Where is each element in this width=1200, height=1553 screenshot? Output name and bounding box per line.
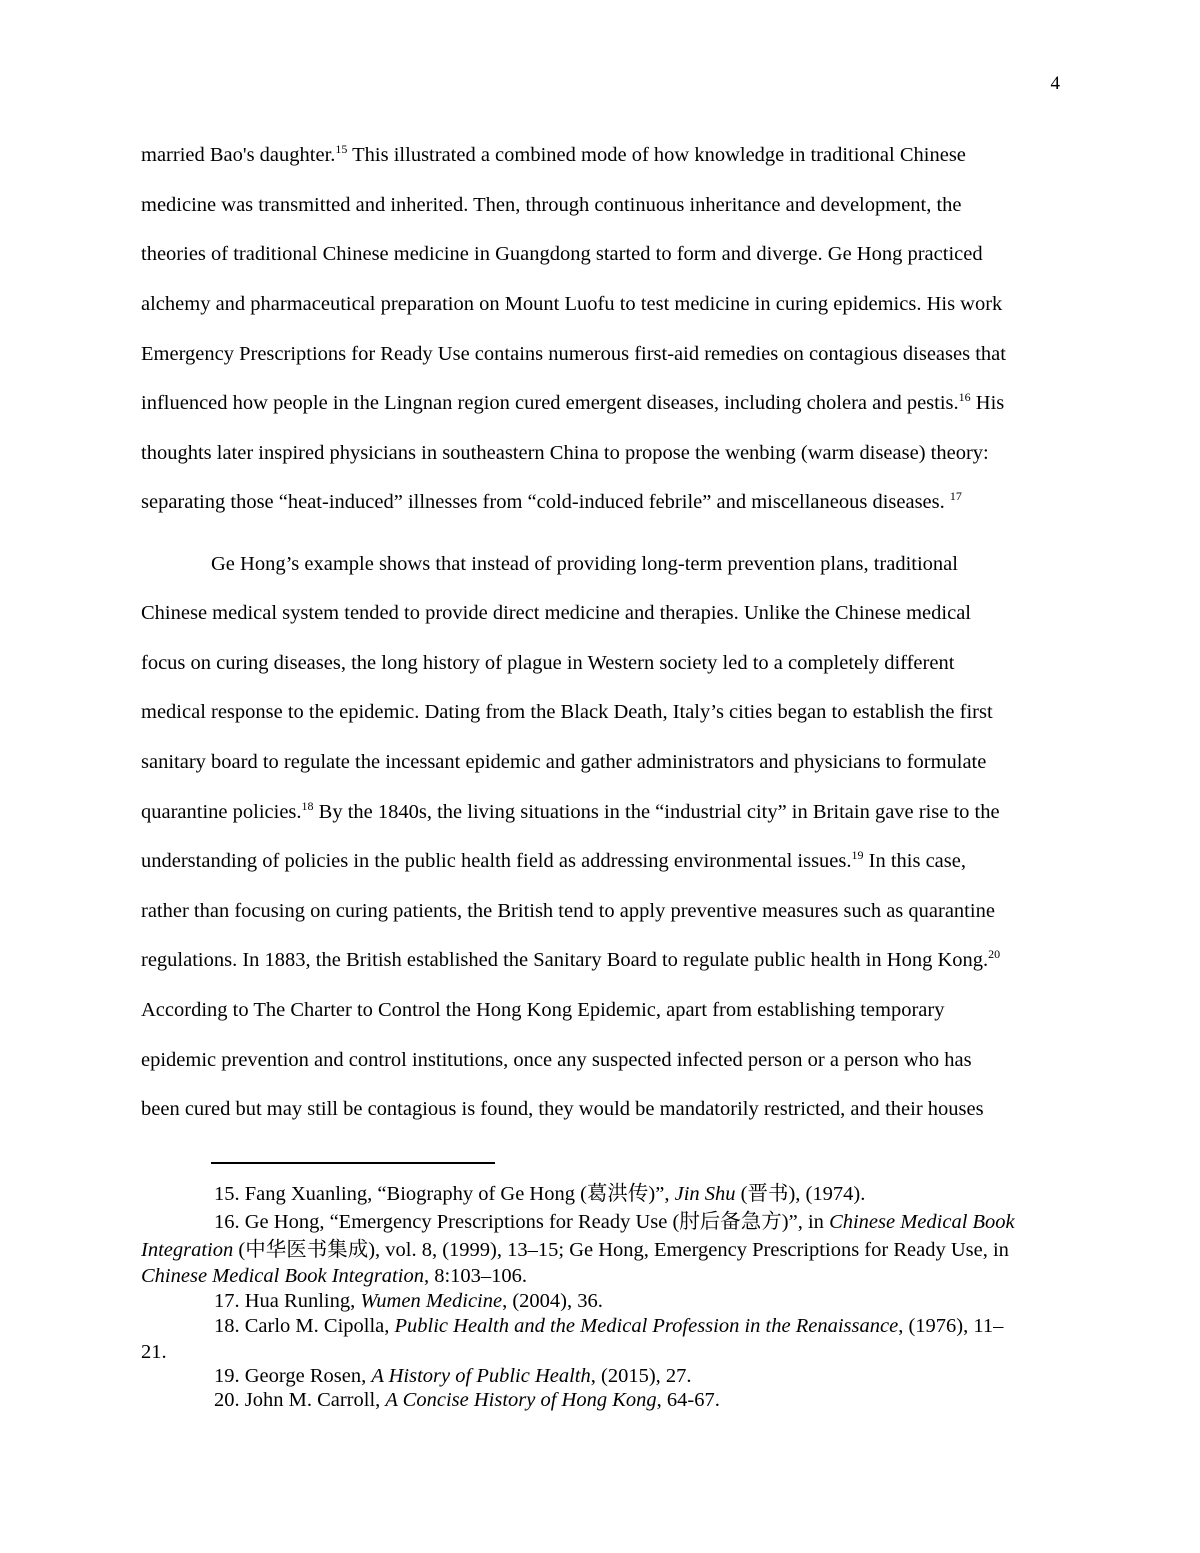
footnote-ref-16[interactable]: 16 [958,390,971,404]
body-line: sanitary board to regulate the incessant epidemic and gather administrators and physicians to formulate [141,751,987,773]
body-line: Ge Hong’s example shows that instead of providing long-term prevention plans, traditional [211,553,958,575]
body-line: influenced how people in the Lingnan region cured emergent diseases, including cholera and pestis.$^{16}$ His [141,390,1005,414]
body-line: understanding of policies in the public health field as addressing environmental issues.$^{19}$ In this case, [141,848,966,872]
footnote-15: 15. Fang Xuanling, “Biography of Ge Hong (葛洪传)”, Jin Shu (晋书), (1974). [214,1183,866,1205]
body-line: regulations. In 1883, the British established the Sanitary Board to regulate public health in Hong Kong.$^{20}$ [141,947,1001,971]
body-line: quarantine policies.$^{18}$ By the 1840s, the living situations in the “industrial city” in Britain gave rise to the [141,799,1000,823]
footnote-20: 20. John M. Carroll, A Concise History of Hong Kong, 64-67. [214,1389,720,1411]
footnote-ref-20[interactable]: 20 [988,947,1001,961]
body-line: epidemic prevention and control institutions, once any suspected infected person or a person who has [141,1049,972,1071]
footnote-17: 17. Hua Runling, Wumen Medicine, (2004), 36. [214,1290,603,1312]
body-line: According to The Charter to Control the Hong Kong Epidemic, apart from establishing temporary [141,999,945,1021]
body-line: alchemy and pharmaceutical preparation on Mount Luofu to test medicine in curing epidemics. His work [141,293,1003,315]
footnote-separator [211,1162,495,1164]
body-line: medical response to the epidemic. Dating from the Black Death, Italy’s cities began to establish the first [141,701,993,723]
body-line: Emergency Prescriptions for Ready Use contains numerous first-aid remedies on contagious diseases that [141,343,1006,365]
body-line: thoughts later inspired physicians in southeastern China to propose the wenbing (warm disease) theory: [141,442,989,464]
footnote-16: 16. Ge Hong, “Emergency Prescriptions for Ready Use (肘后备急方)”, in Chinese Medical Book [214,1211,1015,1233]
body-line: Chinese medical system tended to provide direct medicine and therapies. Unlike the Chinese medical [141,602,971,624]
body-line: medicine was transmitted and inherited. Then, through continuous inheritance and development, the [141,194,962,216]
footnote-18-cont: 21. [141,1341,167,1363]
footnote-ref-19[interactable]: 19 [851,848,864,862]
page-number: 4 [1050,73,1060,94]
footnote-16-cont: Integration (中华医书集成), vol. 8, (1999), 13–15; Ge Hong, Emergency Prescriptions for Ready Use, in [141,1239,1009,1261]
body-line: married Bao's daughter.$^{15}$ This illustrated a combined mode of how knowledge in traditional Chinese [141,142,966,166]
footnote-ref-15[interactable]: 15 [335,142,348,156]
body-line: focus on curing diseases, the long history of plague in Western society led to a completely different [141,652,955,674]
body-line: been cured but may still be contagious is found, they would be mandatorily restricted, and their houses [141,1098,984,1120]
footnote-ref-17[interactable]: 17 [949,489,962,503]
body-line: separating those “heat-induced” illnesses from “cold-induced febrile” and miscellaneous diseases. $^{17}$ [141,489,962,513]
footnote-19: 19. George Rosen, A History of Public Health, (2015), 27. [214,1365,692,1387]
footnote-ref-18[interactable]: 18 [301,799,314,813]
body-line: theories of traditional Chinese medicine in Guangdong started to form and diverge. Ge Hong practiced [141,243,983,265]
footnote-18: 18. Carlo M. Cipolla, Public Health and the Medical Profession in the Renaissance, (1976), 11– [214,1315,1004,1337]
body-line: rather than focusing on curing patients, the British tend to apply preventive measures such as quarantine [141,900,995,922]
footnote-16-cont: Chinese Medical Book Integration, 8:103–106. [141,1265,528,1287]
